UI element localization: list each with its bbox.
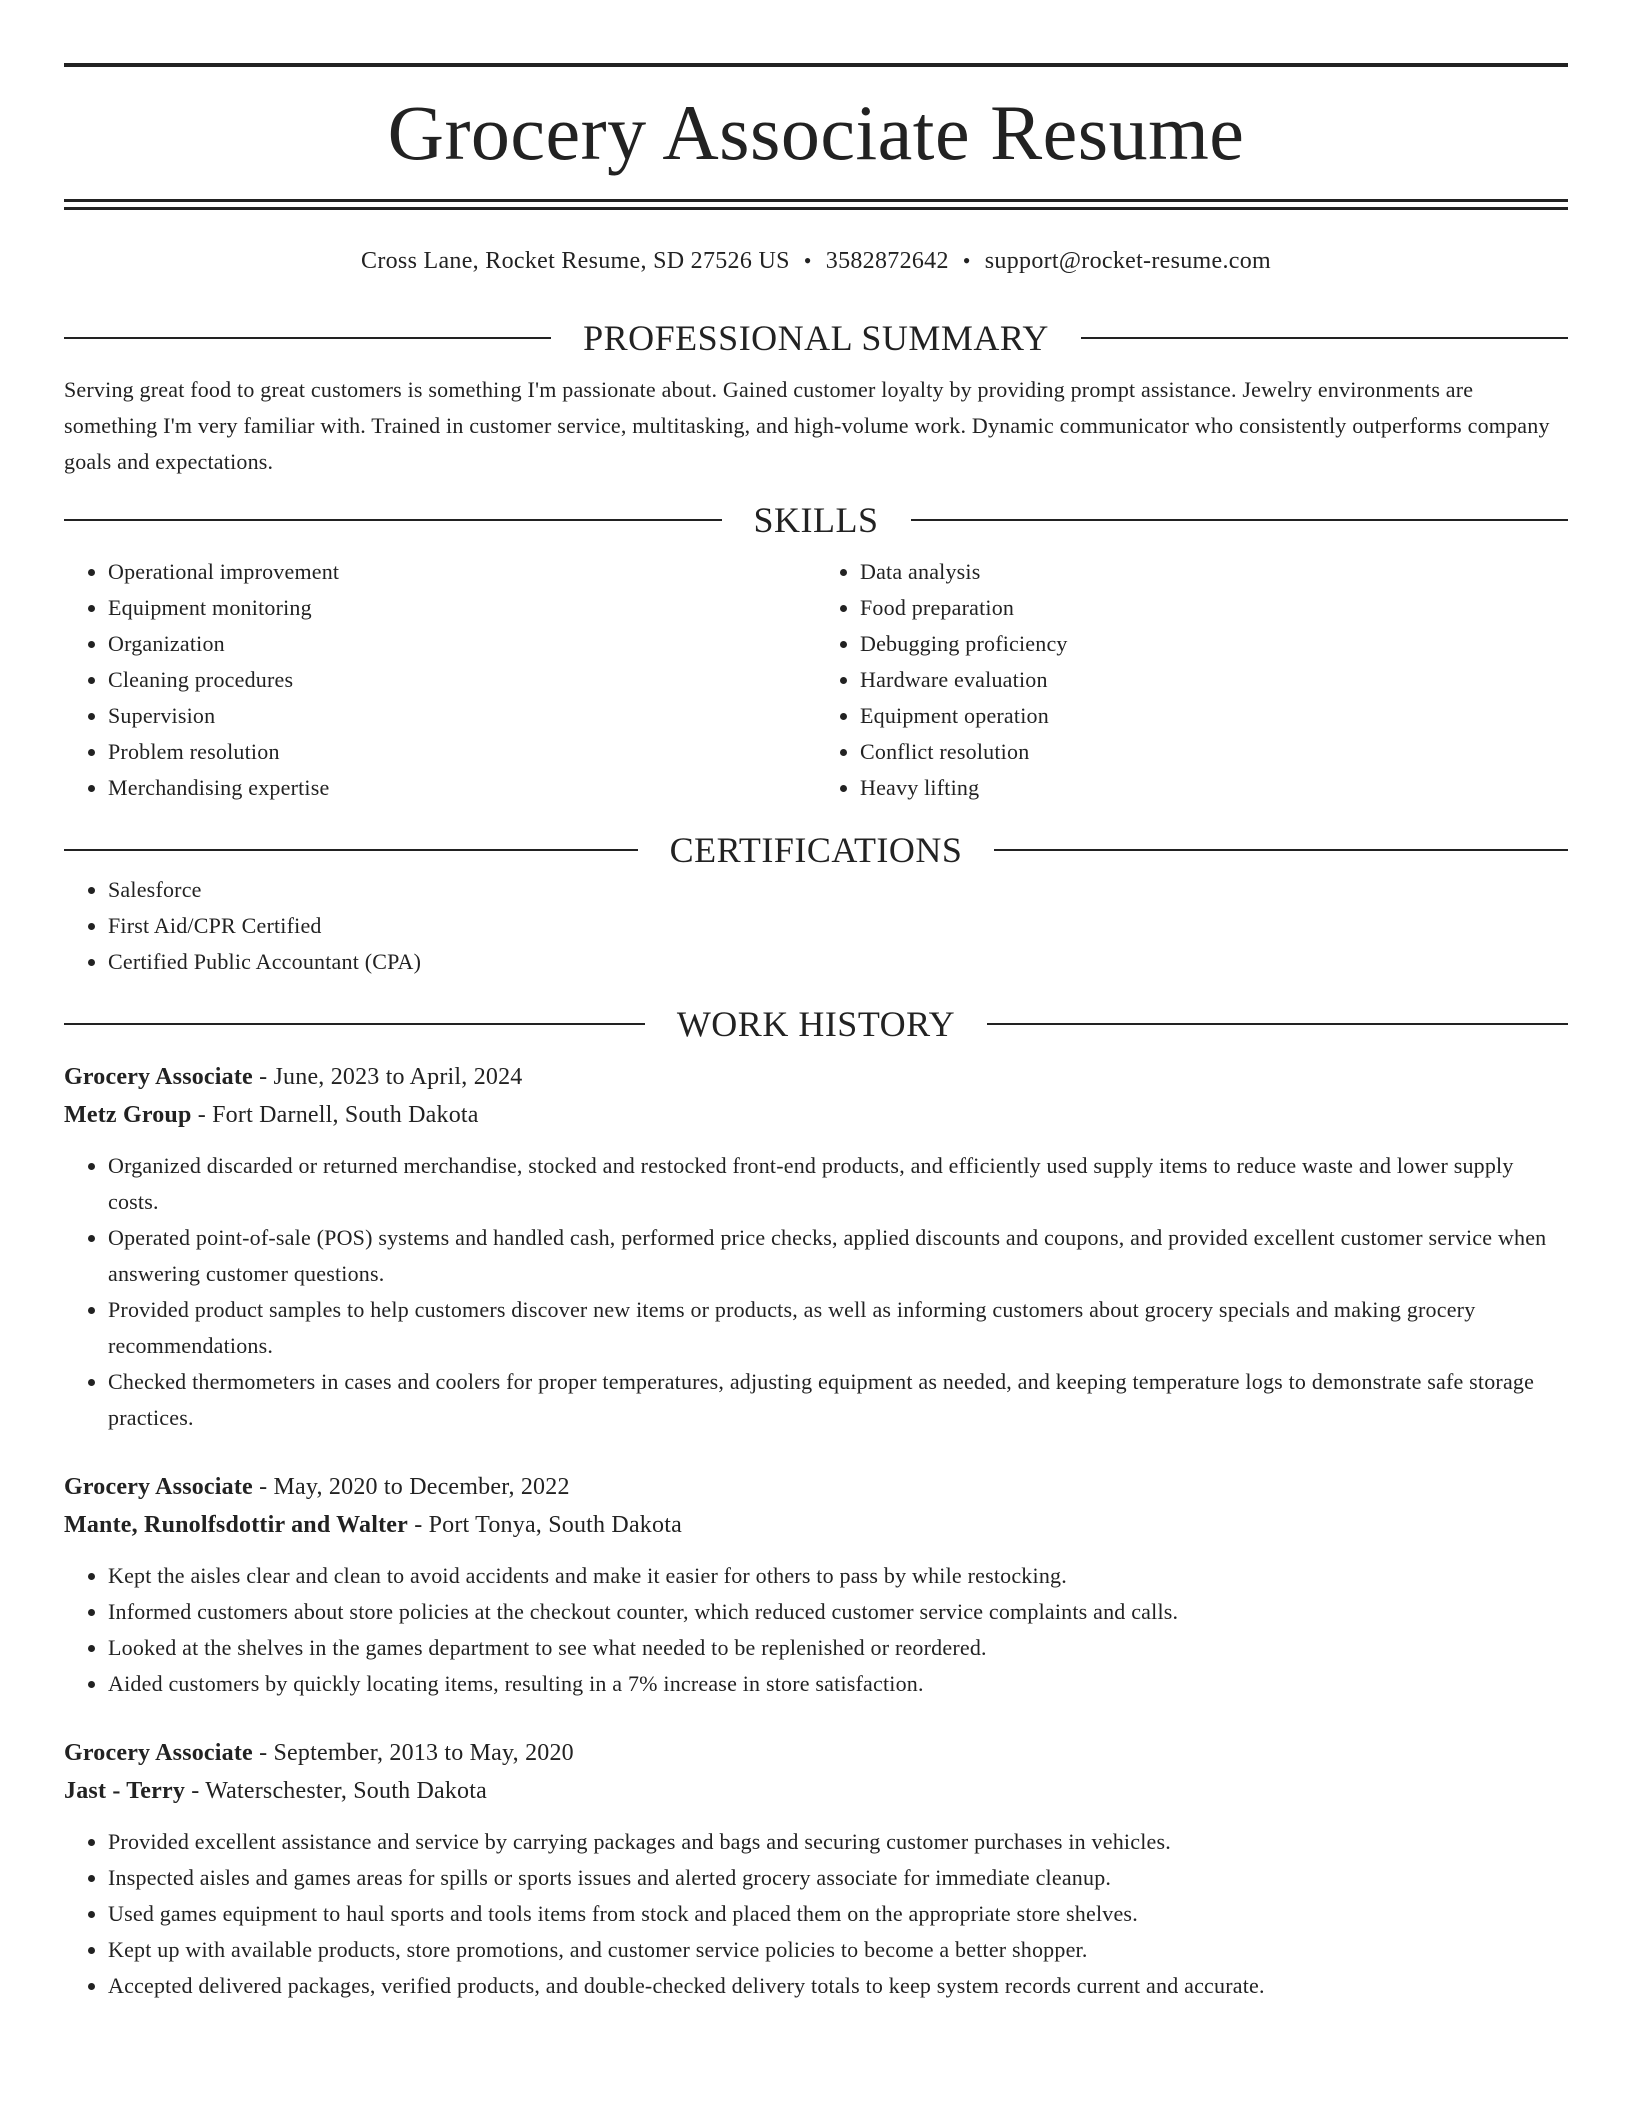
list-item: • Organization bbox=[108, 626, 816, 662]
job-title: Grocery Associate bbox=[64, 1064, 253, 1090]
list-item: • Equipment operation bbox=[860, 698, 1568, 734]
resume-title: Grocery Associate Resume bbox=[387, 89, 1245, 176]
list-item: • Problem resolution bbox=[108, 734, 816, 770]
section-rule bbox=[911, 519, 1569, 521]
list-item: • Looked at the shelves in the games department to see what needed to be replenished or reordered. bbox=[108, 1630, 1568, 1666]
skills-grid bbox=[64, 554, 1568, 806]
job-entry bbox=[64, 1468, 1568, 1702]
job-company-line bbox=[64, 1772, 1568, 1810]
list-item: • Merchandising expertise bbox=[108, 770, 816, 806]
job-company: Metz Group bbox=[64, 1102, 192, 1128]
job-title-line bbox=[64, 1734, 1568, 1772]
list-item: • First Aid/CPR Certified bbox=[108, 908, 1568, 944]
list-item: • Kept up with available products, store promotions, and customer service policies to become a better shopper. bbox=[108, 1932, 1568, 1968]
section-heading-work-history bbox=[64, 1002, 1568, 1046]
job-location: - Port Tonya, South Dakota bbox=[408, 1512, 682, 1538]
list-item: • Supervision bbox=[108, 698, 816, 734]
list-item: • Food preparation bbox=[860, 590, 1568, 626]
list-item: • Accepted delivered packages, verified products, and double-checked delivery totals to keep system records current and accurate. bbox=[108, 1968, 1568, 2004]
section-title: SKILLS bbox=[753, 500, 879, 540]
job-bullets bbox=[64, 1824, 1568, 2004]
summary-text: Serving great food to great customers is something I'm passionate about. Gained customer loyalty by providing prompt assistance. Jewelry environments are something I'm very familiar with. Trained in customer service, multitasking, and high-volume work. Dynamic communicator who consistently outperforms company goals and expectations. bbox=[64, 377, 1550, 474]
job-location: - Waterschester, South Dakota bbox=[185, 1778, 487, 1804]
list-item: • Heavy lifting bbox=[860, 770, 1568, 806]
list-item: • Provided excellent assistance and service by carrying packages and bags and securing customer purchases in vehicles. bbox=[108, 1824, 1568, 1860]
list-item: • Cleaning procedures bbox=[108, 662, 816, 698]
section-title: WORK HISTORY bbox=[676, 1004, 956, 1044]
list-item: • Kept the aisles clear and clean to avoid accidents and make it easier for others to pass by while restocking. bbox=[108, 1558, 1568, 1594]
job-dates: - September, 2013 to May, 2020 bbox=[252, 1740, 574, 1766]
job-entry bbox=[64, 1734, 1568, 2004]
section-heading-certifications bbox=[64, 828, 1568, 872]
job-bullets bbox=[64, 1558, 1568, 1702]
job-company-line bbox=[64, 1506, 1568, 1544]
list-item: • Salesforce bbox=[108, 872, 1568, 908]
section-rule bbox=[64, 849, 638, 851]
job-title: Grocery Associate bbox=[64, 1474, 253, 1500]
contact-email: support@rocket-resume.com bbox=[984, 248, 1271, 274]
section-rule bbox=[994, 849, 1568, 851]
work-history-list bbox=[64, 1058, 1568, 2004]
job-title: Grocery Associate bbox=[64, 1740, 253, 1766]
contact-line bbox=[64, 246, 1568, 276]
section-title: PROFESSIONAL SUMMARY bbox=[583, 318, 1049, 358]
job-bullets bbox=[64, 1148, 1568, 1436]
job-title-line bbox=[64, 1468, 1568, 1506]
job-dates: - May, 2020 to December, 2022 bbox=[252, 1474, 570, 1500]
job-location: - Fort Darnell, South Dakota bbox=[191, 1102, 479, 1128]
list-item: • Equipment monitoring bbox=[108, 590, 816, 626]
list-item: • Aided customers by quickly locating items, resulting in a 7% increase in store satisfaction. bbox=[108, 1666, 1568, 1702]
section-rule bbox=[987, 1023, 1568, 1025]
section-rule bbox=[64, 519, 722, 521]
job-dates: - June, 2023 to April, 2024 bbox=[252, 1064, 523, 1090]
list-item: • Informed customers about store policies at the checkout counter, which reduced customer service complaints and calls. bbox=[108, 1594, 1568, 1630]
skills-list-right bbox=[816, 554, 1568, 806]
job-title-line bbox=[64, 1058, 1568, 1096]
list-item: • Inspected aisles and games areas for spills or sports issues and alerted grocery associate for immediate cleanup. bbox=[108, 1860, 1568, 1896]
list-item: • Provided product samples to help customers discover new items or products, as well as informing customers about grocery specials and making grocery recommendations. bbox=[108, 1292, 1568, 1364]
list-item: • Operational improvement bbox=[108, 554, 816, 590]
list-item: • Operated point-of-sale (POS) systems and handled cash, performed price checks, applied discounts and coupons, and provided excellent customer service when answering customer questions. bbox=[108, 1220, 1568, 1292]
resume-page bbox=[64, 0, 1568, 2004]
section-rule bbox=[1081, 337, 1568, 339]
contact-separator: • bbox=[962, 248, 971, 273]
section-title: CERTIFICATIONS bbox=[669, 830, 963, 870]
job-company: Jast - Terry bbox=[64, 1778, 186, 1804]
section-heading-skills bbox=[64, 498, 1568, 542]
section-rule bbox=[64, 337, 551, 339]
list-item: • Conflict resolution bbox=[860, 734, 1568, 770]
job-company: Mante, Runolfsdottir and Walter bbox=[64, 1512, 408, 1538]
job-company-line bbox=[64, 1096, 1568, 1134]
contact-address: Cross Lane, Rocket Resume, SD 27526 US bbox=[361, 248, 790, 274]
certifications-list bbox=[64, 872, 1568, 980]
list-item: • Data analysis bbox=[860, 554, 1568, 590]
contact-separator: • bbox=[803, 248, 812, 273]
list-item: • Debugging proficiency bbox=[860, 626, 1568, 662]
list-item: • Organized discarded or returned merchandise, stocked and restocked front-end products, and efficiently used supply items to reduce waste and lower supply costs. bbox=[108, 1148, 1568, 1220]
list-item: • Hardware evaluation bbox=[860, 662, 1568, 698]
list-item: • Used games equipment to haul sports and tools items from stock and placed them on the appropriate store shelves. bbox=[108, 1896, 1568, 1932]
section-heading-summary bbox=[64, 316, 1568, 360]
skills-list-left bbox=[64, 554, 816, 806]
list-item: • Certified Public Accountant (CPA) bbox=[108, 944, 1568, 980]
list-item: • Checked thermometers in cases and coolers for proper temperatures, adjusting equipment as needed, and keeping temperature logs to demonstrate safe storage practices. bbox=[108, 1364, 1568, 1436]
job-entry bbox=[64, 1058, 1568, 1436]
top-rule bbox=[64, 63, 1568, 67]
title-double-rule bbox=[64, 199, 1568, 210]
contact-phone: 3582872642 bbox=[825, 248, 949, 274]
section-rule bbox=[64, 1023, 645, 1025]
